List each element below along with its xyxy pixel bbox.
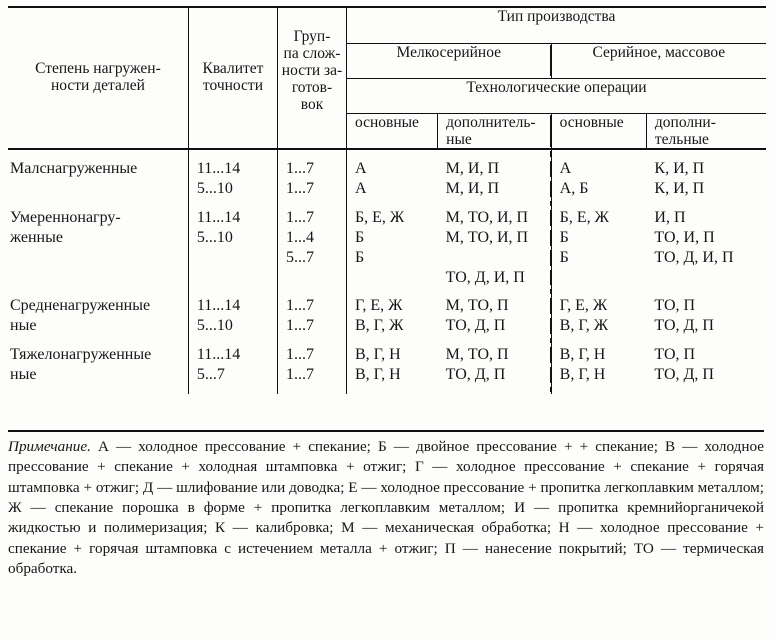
header-group-spacer	[278, 113, 347, 149]
cell-group: 1...7	[278, 179, 347, 199]
cell-s-add: К, И, П	[654, 180, 705, 198]
note-block	[8, 437, 764, 580]
spacer	[438, 199, 551, 208]
table-row	[8, 179, 766, 199]
spacer	[438, 149, 551, 159]
cell-s-add: ТО, Д, И, П	[654, 248, 734, 266]
cell-ms-main: В, Г, Н	[346, 365, 437, 385]
spacer	[8, 149, 188, 159]
spacer	[438, 336, 551, 345]
cell-group: 1...7	[278, 208, 347, 228]
cell-s-main: Б, Е, Ж	[551, 208, 646, 228]
note-paragraph	[8, 437, 764, 580]
header-group-line1: Груп-	[293, 28, 331, 45]
header-group	[278, 7, 347, 113]
header-qualitet-spacer	[188, 113, 277, 149]
table-row	[8, 296, 766, 316]
cell-qualitet: 5...10	[188, 179, 277, 199]
header-add-mass-line1: дополни-	[654, 113, 716, 131]
header-degree-spacer	[8, 113, 188, 149]
cell-group: 1...7	[278, 316, 347, 336]
cell-s-main: В, Г, Н	[551, 345, 646, 365]
cell-ms-add: М, ТО, П	[445, 346, 509, 364]
spacer	[8, 385, 188, 394]
specification-table	[8, 6, 766, 394]
spacer-row	[8, 199, 766, 208]
header-degree-line1: Степень нагружен-	[35, 60, 161, 77]
cell-s-main: В, Г, Н	[551, 365, 646, 385]
table-row	[8, 268, 766, 288]
cell-ms-main: В, Г, Ж	[346, 316, 437, 336]
header-group-line5: вок	[300, 96, 324, 114]
spacer	[551, 336, 646, 345]
cell-s-add: ТО, П	[654, 297, 696, 315]
cell-ms-main: Б, Е, Ж	[346, 208, 437, 228]
row-label-cont	[8, 179, 188, 199]
spacer-row-top	[8, 149, 766, 159]
cell-qualitet: 11...14	[188, 296, 277, 316]
spacer	[278, 385, 347, 394]
row-label-cont: ные	[10, 317, 37, 335]
table-row	[8, 208, 766, 228]
spacer-row-bottom	[8, 385, 766, 394]
cell-ms-add: ТО, Д, П	[445, 365, 506, 383]
row-label-cont	[8, 248, 188, 268]
spacer	[8, 336, 188, 345]
spacer-row	[8, 287, 766, 296]
header-add-mass-line2: тельные	[654, 131, 709, 149]
header-qualitet	[188, 7, 277, 113]
header-degree-line2: ности деталей	[50, 77, 145, 95]
header-add-small	[438, 113, 551, 149]
spacer	[346, 199, 437, 208]
spacer	[188, 149, 277, 159]
cell-ms-main: Б	[346, 228, 437, 248]
header-main-mass: основные	[551, 113, 646, 149]
spacer	[346, 287, 437, 296]
cell-qualitet: 11...14	[188, 345, 277, 365]
cell-ms-add: М, И, П	[445, 180, 499, 198]
cell-qualitet: 5...10	[188, 316, 277, 336]
note-text: А — холодное прессование + спекание; Б — двойное прессование + + спекание; В — холодное прессование + спекание + холодная штамповка + отжиг; Г — холодное прессование + спекание + горячая штамповка + отжиг; Д — шлифование или доводка; Е — холодное прессование + пропитка легкоплавким металлом; Ж — спекание порошка в форме + пропитка легкоплавким металлом; И — пропитка кремнийорганичекой жидкостью и полимеризация; К — калибровка; М — механическая обработка; Н — холодное прессование + спекание + горячая штамповка с истечением металла + отжиг; П — нанесение покрытий; ТО — термическая обработка.	[8, 438, 764, 578]
table-row	[8, 316, 766, 336]
header-row-subcolumns	[8, 113, 766, 149]
header-degree	[8, 7, 188, 113]
spacer	[278, 149, 347, 159]
cell-group: 1...7	[278, 159, 347, 179]
row-label: Умереннонагру-	[10, 209, 121, 227]
cell-qualitet: 11...14	[188, 159, 277, 179]
spacer	[188, 199, 277, 208]
spacer	[551, 199, 646, 208]
header-mass-series: Серийное, массовое	[551, 43, 766, 78]
cell-group: 1...7	[278, 296, 347, 316]
header-group-line3: ности за-	[281, 62, 343, 80]
row-label: Малснагруженные	[10, 160, 138, 178]
spacer	[188, 385, 277, 394]
table-row	[8, 159, 766, 179]
spacer	[346, 149, 437, 159]
spacer	[188, 336, 277, 345]
cell-s-main: Б	[551, 228, 646, 248]
cell-ms-main: А	[346, 159, 437, 179]
cell-group: 1...7	[278, 345, 347, 365]
cell-ms-add: М, ТО, И, П	[445, 228, 529, 246]
cell-ms-add: М, И, П	[445, 160, 499, 178]
cell-qualitet	[188, 248, 277, 268]
header-small-series: Мелкосерийное	[346, 43, 551, 78]
cell-group: 5...7	[278, 248, 347, 268]
table-row	[8, 365, 766, 385]
cell-ms-add	[438, 248, 551, 268]
cell-s-main: А	[551, 159, 646, 179]
cell-s-main	[551, 268, 646, 288]
spacer	[646, 385, 766, 394]
spacer	[646, 336, 766, 345]
cell-s-add: ТО, Д, П	[654, 317, 714, 335]
cell-s-main: Г, Е, Ж	[551, 296, 646, 316]
cell-ms-add: М, ТО, П	[445, 297, 509, 315]
header-add-small-line1: дополнитель-	[446, 113, 536, 131]
header-tech-operations: Технологические операции	[346, 78, 766, 113]
cell-ms-main	[346, 268, 437, 288]
spacer	[646, 287, 766, 296]
cell-s-main: Б	[551, 248, 646, 268]
cell-s-add: ТО, Д, П	[654, 365, 714, 383]
cell-ms-add: М, ТО, И, П	[445, 209, 529, 227]
spacer	[438, 287, 551, 296]
cell-ms-add: ТО, Д, П	[445, 317, 506, 335]
cell-group: 1...4	[278, 228, 347, 248]
spacer	[346, 385, 437, 394]
spacer	[551, 287, 646, 296]
cell-ms-main: В, Г, Н	[346, 345, 437, 365]
cell-qualitet: 5...10	[188, 228, 277, 248]
cell-s-add: ТО, И, П	[654, 228, 715, 246]
table-row	[8, 228, 766, 248]
header-add-small-line2: ные	[446, 131, 472, 149]
cell-s-main: А, Б	[551, 179, 646, 199]
table-row	[8, 248, 766, 268]
note-label: Примечание.	[8, 438, 91, 455]
header-qualitet-line2: точности	[202, 77, 263, 95]
row-label: Тяжелонагруженные	[10, 346, 152, 364]
row-label-cont: женные	[10, 228, 63, 246]
spacer	[188, 287, 277, 296]
header-row-production-type	[8, 7, 766, 43]
header-add-mass	[646, 113, 766, 149]
header-group-line2: па слож-	[283, 45, 341, 63]
row-label-cont	[8, 268, 188, 288]
cell-ms-main: Г, Е, Ж	[346, 296, 437, 316]
row-label-cont: ные	[10, 365, 37, 383]
spacer	[646, 199, 766, 208]
spacer-row	[8, 336, 766, 345]
cell-ms-add: ТО, Д, И, П	[445, 268, 525, 286]
table	[8, 6, 766, 394]
spacer	[438, 385, 551, 394]
spacer	[8, 199, 188, 208]
spacer	[346, 336, 437, 345]
spacer	[278, 336, 347, 345]
cell-group: 1...7	[278, 365, 347, 385]
cell-s-main: В, Г, Ж	[551, 316, 646, 336]
cell-qualitet	[188, 268, 277, 288]
cell-qualitet: 5...7	[188, 365, 277, 385]
table-bottom-rule	[8, 430, 764, 432]
spacer	[278, 199, 347, 208]
cell-s-add: И, П	[654, 209, 686, 227]
cell-ms-main: А	[346, 179, 437, 199]
cell-qualitet: 11...14	[188, 208, 277, 228]
cell-s-add: ТО, П	[654, 346, 696, 364]
spacer	[278, 287, 347, 296]
header-group-line4: готов-	[291, 79, 333, 97]
spacer	[8, 287, 188, 296]
row-label: Средненагруженные	[10, 297, 151, 315]
cell-s-add: К, И, П	[654, 160, 705, 178]
cell-s-add	[646, 268, 766, 288]
cell-ms-main: Б	[346, 248, 437, 268]
spacer	[551, 385, 646, 394]
header-qualitet-line1: Квалитет	[202, 60, 264, 77]
header-production-type: Тип производства	[346, 7, 766, 43]
spacer	[646, 149, 766, 159]
spacer	[551, 149, 646, 159]
cell-group	[278, 268, 347, 288]
table-row	[8, 345, 766, 365]
header-main-small: основные	[346, 113, 437, 149]
